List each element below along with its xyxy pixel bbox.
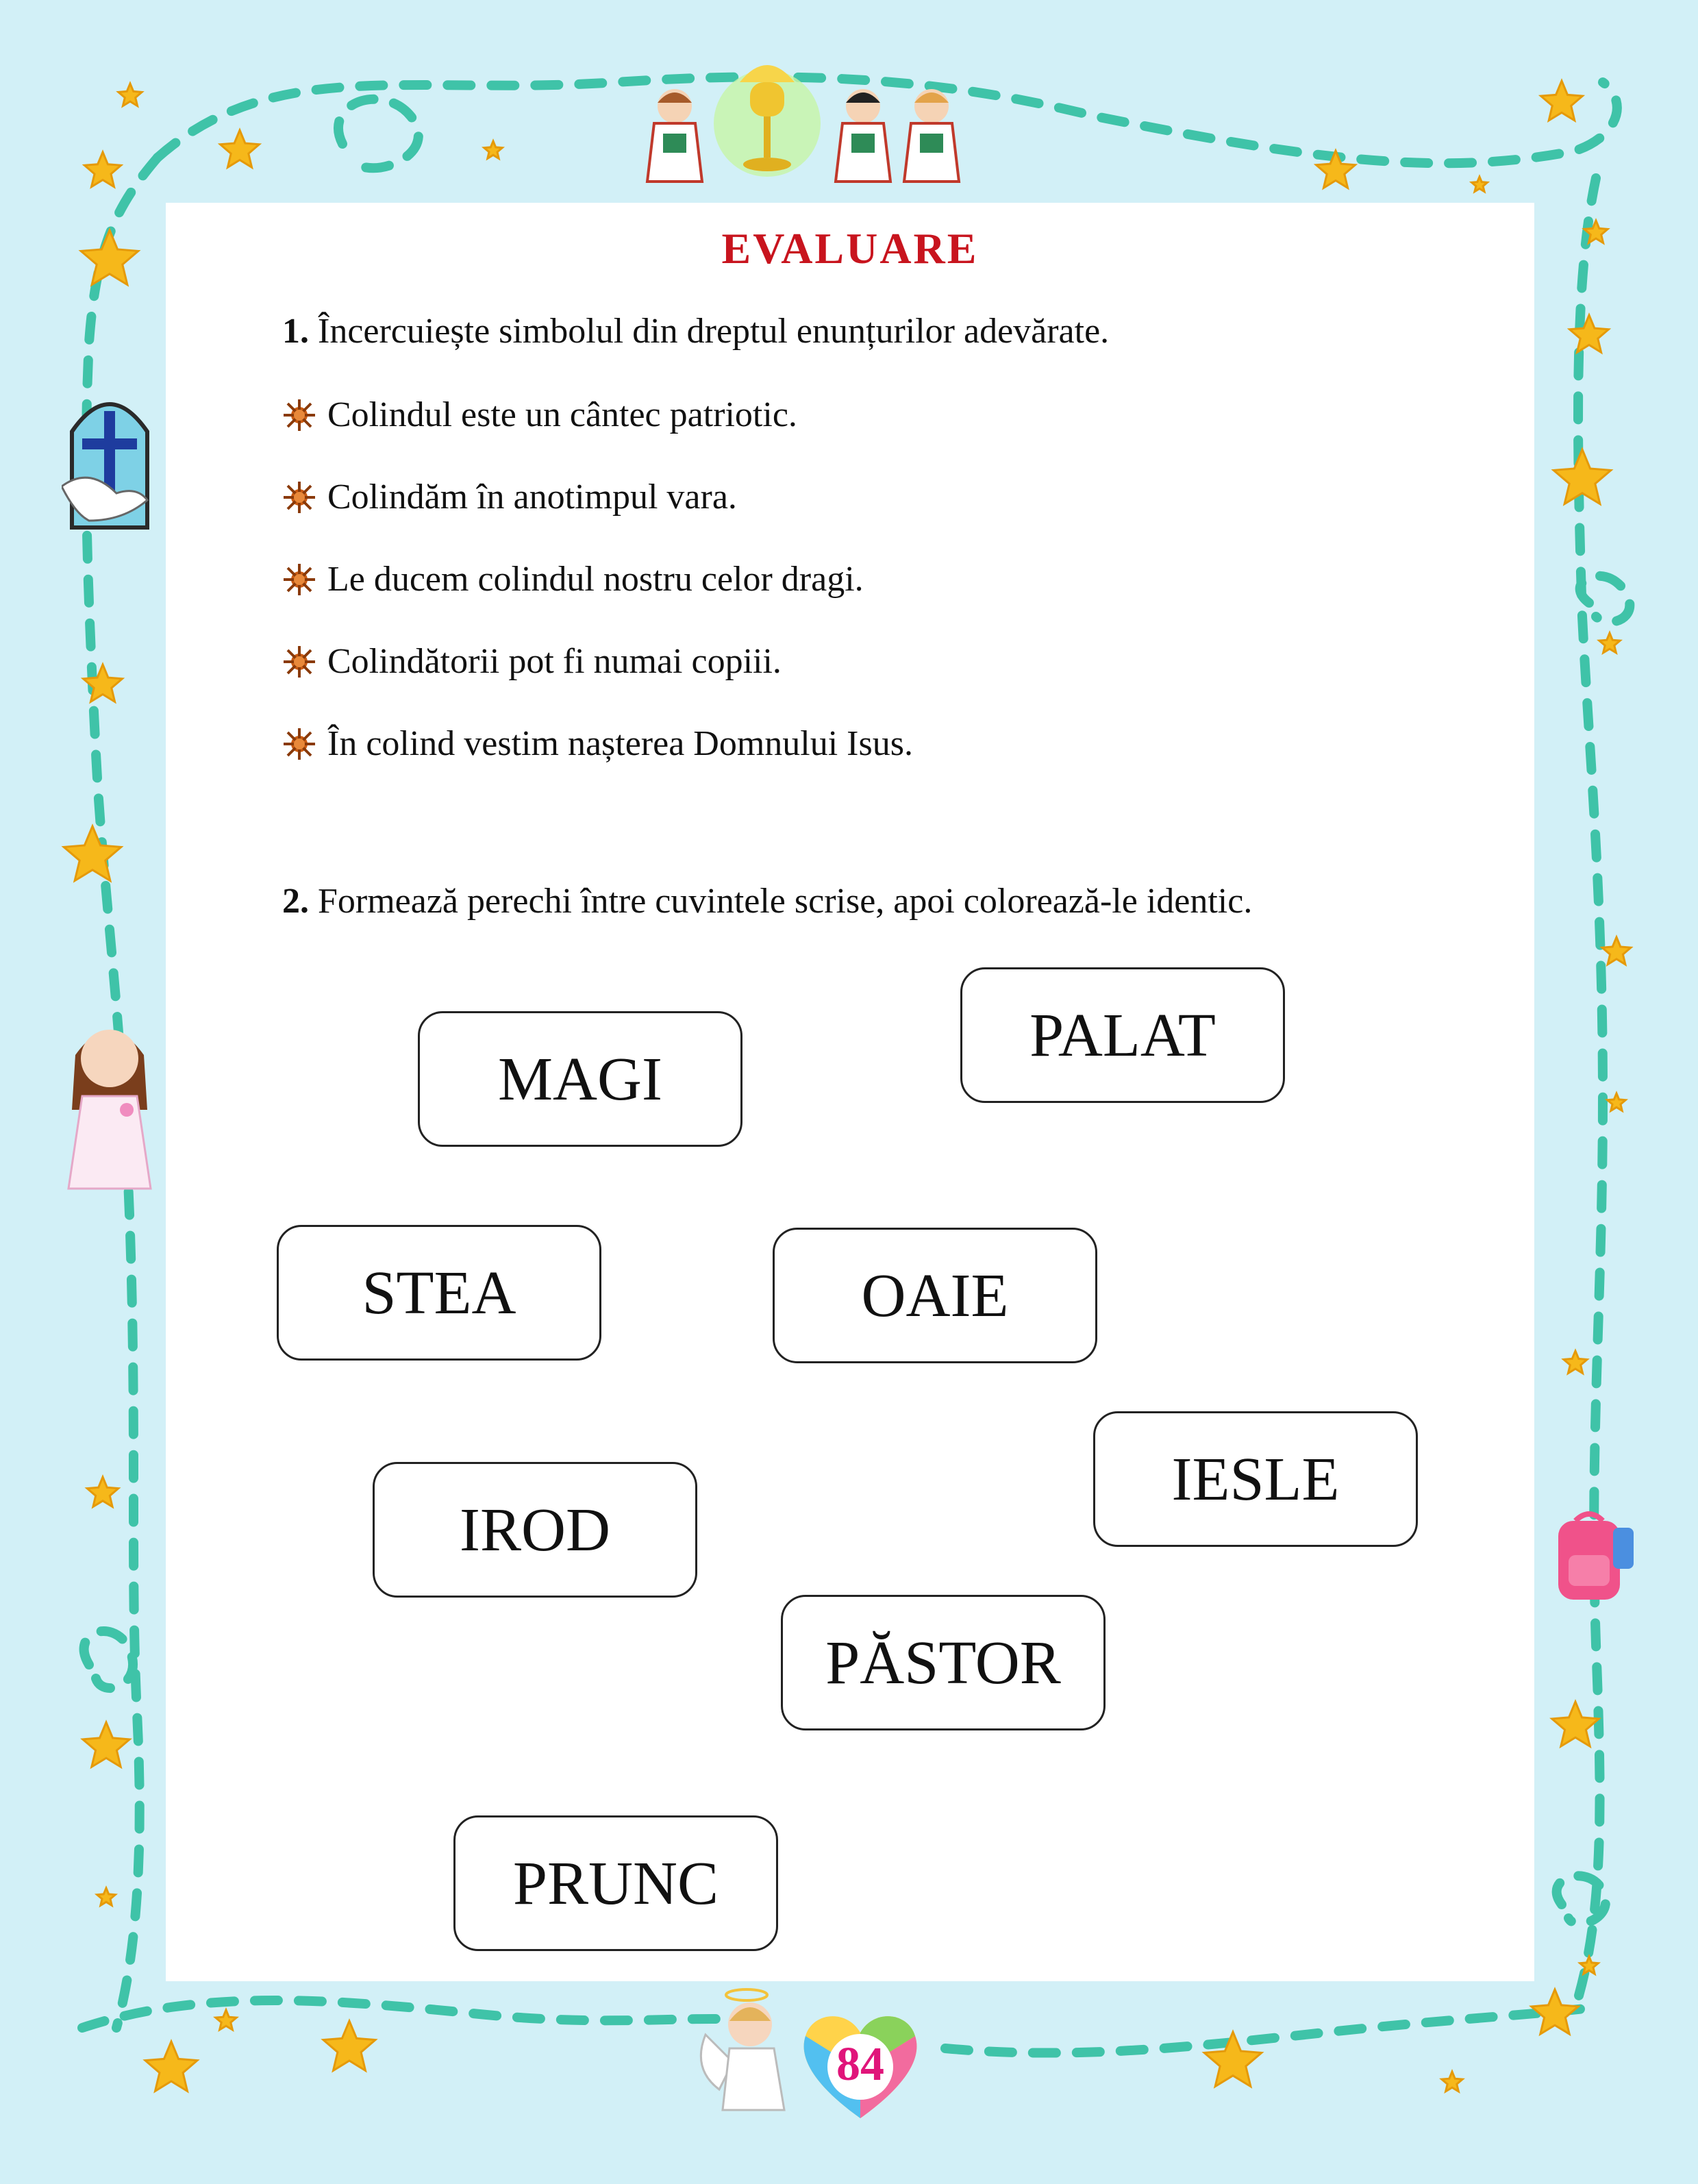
exercise-2-text: Formează perechi între cuvintele scrise, apoi colorează-le identic.	[318, 882, 1253, 921]
star-icon	[84, 152, 121, 187]
word-box-iesle[interactable]: IESLE	[1093, 1411, 1418, 1547]
statement-item[interactable]	[282, 723, 913, 764]
word-box-stea[interactable]: STEA	[277, 1225, 601, 1361]
statement-text: Colindul este un cântec patriotic.	[327, 395, 797, 434]
sun-flower-symbol-icon[interactable]	[282, 727, 316, 761]
word-box-irod[interactable]: IROD	[373, 1462, 697, 1598]
statement-text: Colindăm în anotimpul vara.	[327, 477, 737, 517]
star-icon	[1608, 1093, 1626, 1110]
sun-flower-symbol-icon[interactable]	[282, 562, 316, 597]
word-box-prunc[interactable]: PRUNC	[453, 1815, 778, 1951]
angel-choir-icon	[637, 55, 979, 192]
exercise-1-instruction	[282, 311, 1109, 351]
girl-angel-icon	[65, 1014, 154, 1192]
statement-item[interactable]	[282, 641, 782, 682]
word-box-pastor[interactable]: PĂSTOR	[781, 1595, 1106, 1730]
statement-text: Colindătorii pot fi numai copiii.	[327, 642, 782, 681]
star-icon	[81, 230, 138, 285]
star-icon	[87, 1477, 118, 1506]
star-icon	[1552, 1702, 1599, 1746]
star-icon	[1599, 633, 1620, 653]
sun-flower-symbol-icon[interactable]	[282, 645, 316, 679]
page-number: 84	[836, 2038, 884, 2091]
backpack-icon	[1551, 1507, 1640, 1603]
star-icon	[1532, 1989, 1578, 2034]
exercise-2-number: 2.	[282, 882, 309, 921]
worksheet-page	[166, 203, 1534, 1981]
sun-flower-symbol-icon[interactable]	[282, 398, 316, 432]
statement-item[interactable]	[282, 395, 797, 435]
star-icon	[216, 2010, 236, 2030]
kneeling-angel-icon	[692, 1987, 801, 2117]
exercise-1-number: 1.	[282, 312, 309, 351]
statement-item[interactable]	[282, 559, 864, 599]
statement-text: În colind vestim nașterea Domnului Isus.	[327, 724, 913, 763]
star-icon	[221, 130, 260, 167]
star-icon	[323, 2021, 375, 2070]
star-icon	[145, 2042, 197, 2091]
star-icon	[1541, 81, 1583, 121]
word-box-magi[interactable]: MAGI	[418, 1011, 742, 1147]
statement-item[interactable]	[282, 477, 737, 517]
star-icon	[83, 1722, 129, 1767]
star-icon	[64, 826, 121, 881]
word-box-palat[interactable]: PALAT	[960, 967, 1285, 1103]
star-icon	[118, 84, 142, 106]
star-icon	[97, 1888, 116, 1905]
sun-flower-symbol-icon[interactable]	[282, 480, 316, 514]
star-icon	[1472, 177, 1488, 192]
exercise-2-instruction	[282, 881, 1252, 921]
star-icon	[1442, 2072, 1462, 2092]
page-title: EVALUARE	[721, 224, 979, 273]
page-number-badge	[799, 2002, 922, 2125]
statement-text: Le ducem colindul nostru celor dragi.	[327, 560, 864, 599]
word-box-oaie[interactable]: OAIE	[773, 1228, 1097, 1363]
exercise-1-text: Încercuiește simbolul din dreptul enunțurilor adevărate.	[318, 312, 1110, 351]
church-window-dove-icon	[62, 384, 158, 534]
star-icon	[1564, 1351, 1587, 1374]
star-icon	[1602, 937, 1631, 965]
star-icon	[484, 141, 503, 158]
